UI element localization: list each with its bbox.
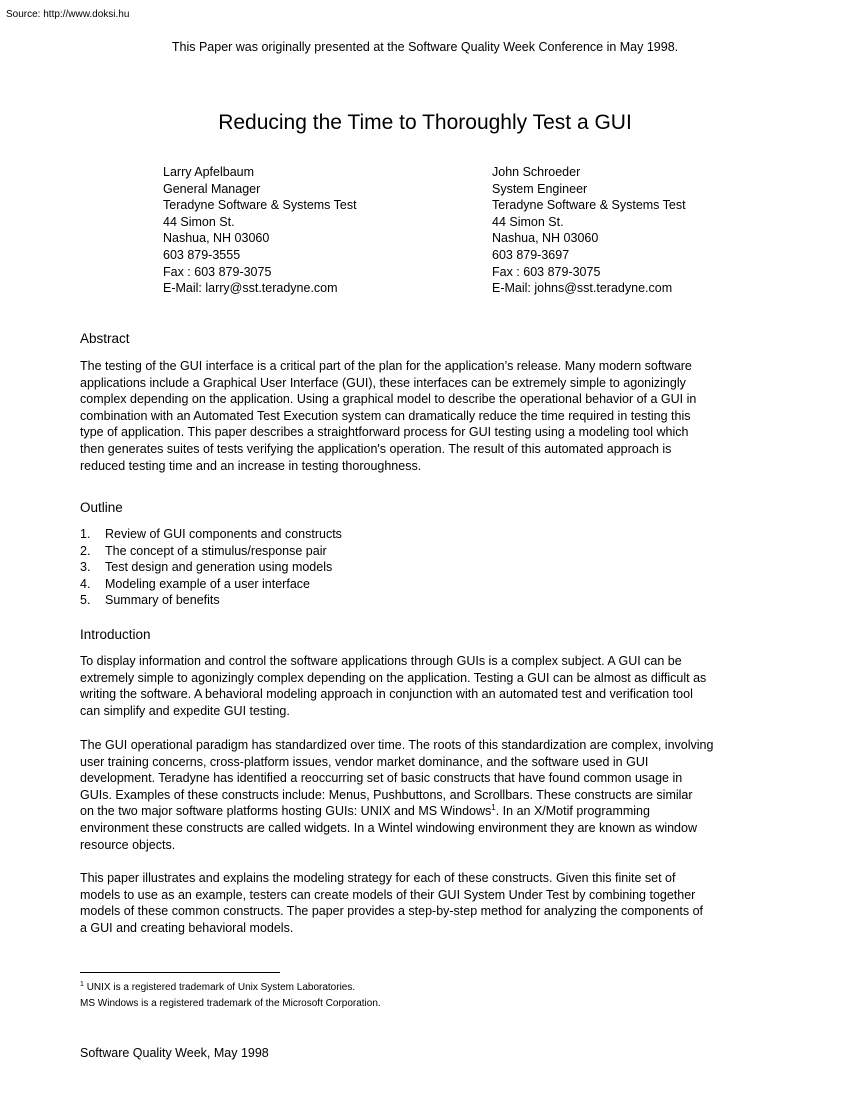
outline-heading: Outline: [80, 500, 123, 515]
introduction-heading: Introduction: [80, 627, 151, 642]
text-line: environment these constructs are called widgets. In a Wintel windowing environment they are known as window: [80, 820, 697, 835]
intro-paragraph-2: [80, 737, 772, 853]
author-city: Nashua, NH 03060: [163, 231, 270, 246]
author-fax: Fax : 603 879-3075: [163, 264, 272, 279]
text-line: GUIs. Examples of these constructs include: Menus, Pushbuttons, and Scrollbars. These constructs are similar: [80, 787, 693, 802]
author-phone: 603 879-3555: [163, 247, 241, 262]
author-name: Larry Apfelbaum: [163, 165, 255, 179]
item-number: 3.: [80, 560, 91, 575]
list-item: [80, 592, 342, 609]
outline-list: [80, 526, 342, 609]
text-line: type of application. This paper describes a straightforward process for GUI testing using a modeling tool which: [80, 425, 689, 440]
abstract-paragraph: [80, 358, 772, 474]
text-line: The testing of the GUI interface is a critical part of the plan for the application’s release. Many modern software: [80, 359, 692, 373]
footnote-text: UNIX is a registered trademark of Unix System Laboratories.: [86, 982, 356, 993]
author-email: E-Mail: johns@sst.teradyne.com: [492, 281, 673, 296]
item-number: 1.: [80, 527, 91, 541]
footnote-text-2: MS Windows is a registered trademark of the Microsoft Corporation.: [80, 998, 381, 1009]
abstract-heading: Abstract: [80, 331, 130, 346]
author-phone: 603 879-3697: [492, 247, 570, 262]
text-line: reduced testing time and an increase in testing thoroughness.: [80, 458, 422, 473]
item-number: 5.: [80, 593, 91, 608]
list-item: [80, 576, 342, 593]
footnote-divider: [80, 972, 280, 973]
author-org: Teradyne Software & Systems Test: [163, 198, 357, 213]
author-role: General Manager: [163, 181, 261, 196]
text-run: . In an X/Motif programming: [495, 804, 650, 819]
author-street: 44 Simon St.: [163, 214, 235, 229]
text-line: The GUI operational paradigm has standardized over time. The roots of this standardization are complex, involving: [80, 738, 714, 752]
text-line: combination with an Automated Test Execution system can dramatically reduce the time required in testing this: [80, 408, 691, 423]
text-line: writing the software. A behavioral modeling approach in conjunction with an automated test and verification tool: [80, 687, 693, 702]
item-text: Test design and generation using models: [105, 560, 333, 575]
item-text: The concept of a stimulus/response pair: [105, 543, 327, 558]
footnotes: [80, 980, 381, 1012]
text-line: [80, 803, 772, 820]
text-line: To display information and control the software applications through GUIs is a complex subject. A GUI can be: [80, 654, 682, 668]
text-line: can simplify and expedite GUI testing.: [80, 703, 290, 718]
page-footer: Software Quality Week, May 1998: [80, 1046, 269, 1060]
text-line: resource objects.: [80, 837, 176, 852]
text-line: a GUI and creating behavioral models.: [80, 920, 294, 935]
intro-paragraph-3: [80, 870, 772, 936]
text-line: then generates suites of tests verifying the application's operation. The result of this automated approach is: [80, 441, 672, 456]
item-text: Modeling example of a user interface: [105, 576, 310, 591]
item-text: Summary of benefits: [105, 593, 220, 608]
source-line: Source: http://www.doksi.hu: [6, 9, 130, 20]
author-block-apfelbaum: [163, 164, 357, 297]
item-number: 4.: [80, 576, 91, 591]
text-line: complex depending on the application. Using a graphical model to describe the operational behavior of a GUI in: [80, 392, 697, 407]
author-fax: Fax : 603 879-3075: [492, 264, 601, 279]
text-line: development. Teradyne has identified a reoccurring set of basic constructs that have found common usage in: [80, 771, 683, 786]
list-item: [80, 559, 342, 576]
text-line: models of these common constructs. The paper provides a step-by-step method for analyzing the components of: [80, 904, 704, 919]
author-street: 44 Simon St.: [492, 214, 564, 229]
footnote-1: [80, 980, 381, 996]
text-line: user training concerns, cross-platform issues, vendor market dominance, and the software used in GUI: [80, 754, 649, 769]
text-line: extremely simple to agonizingly complex depending on the application. Testing a GUI can be almost as difficult as: [80, 670, 707, 685]
author-role: System Engineer: [492, 181, 588, 196]
conference-note: This Paper was originally presented at the Software Quality Week Conference in May 1998.: [171, 40, 679, 54]
text-line: models to use as an example, testers can create models of their GUI System Under Test by combining together: [80, 887, 696, 902]
list-item: [80, 526, 342, 543]
text-line: applications include a Graphical User Interface (GUI), these interfaces can be extremely simple to agonizingly: [80, 375, 686, 390]
footnote-marker: 1: [491, 803, 496, 813]
text-run: on the two major software platforms hosting GUIs: UNIX and MS Windows: [80, 804, 492, 819]
intro-paragraph-1: [80, 653, 772, 719]
item-number: 2.: [80, 543, 91, 558]
author-name: John Schroeder: [492, 165, 581, 179]
author-org: Teradyne Software & Systems Test: [492, 198, 686, 213]
author-city: Nashua, NH 03060: [492, 231, 599, 246]
paper-title: Reducing the Time to Thoroughly Test a GUI: [218, 111, 632, 134]
list-item: [80, 543, 342, 560]
footnote-number: 1: [80, 981, 84, 988]
item-text: Review of GUI components and constructs: [105, 527, 342, 541]
author-block-schroeder: [492, 164, 686, 297]
author-email: E-Mail: larry@sst.teradyne.com: [163, 281, 338, 296]
text-line: This paper illustrates and explains the modeling strategy for each of these constructs. Given this finite set of: [80, 871, 676, 885]
